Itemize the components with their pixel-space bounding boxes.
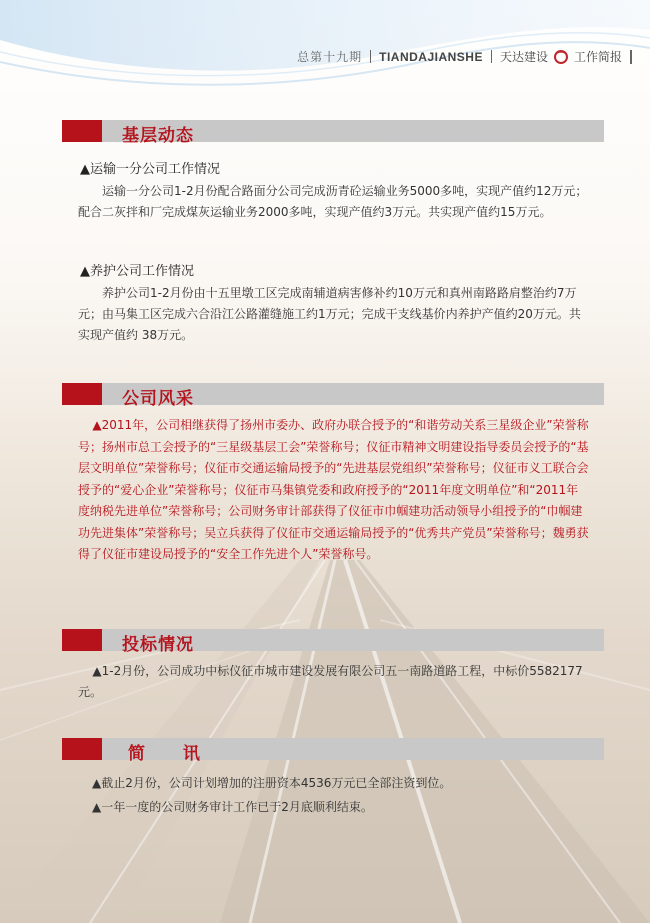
section-accent (62, 738, 102, 760)
page-header (297, 48, 632, 65)
section-header-bidding (62, 629, 604, 655)
section-header-grassroots (62, 120, 604, 146)
header-divider (630, 50, 632, 64)
paragraph: 养护公司1-2月份由十五里墩工区完成南辅道病害修补约10万元和真州南路路肩整治约7万元；由马集工区完成六合沿江公路灌缝施工约1万元；完成干支线基价内养护产值约20万元。共实现产值约 38万元。 (78, 286, 581, 342)
section-header-news (62, 738, 604, 764)
paragraph-bidding: ▲1-2月份，公司成功中标仪征市城市建设发展有限公司五一南路道路工程，中标价5582177元。 (78, 664, 583, 699)
issue-number: 总第十九期 (297, 50, 363, 64)
paragraph: 运输一分公司1-2月份配合路面分公司完成沥青砼运输业务5000多吨，实现产值约12万元；配合二灰拌和厂完成煤灰运输业务2000多吨，实现产值约3万元。共实现产值约15万元。 (78, 184, 588, 219)
section-header-style (62, 383, 604, 409)
news-item: ▲一年一度的公司财务审计工作已于2月底顺利结束。 (92, 800, 373, 814)
brand-name-en: TIANDAJIANSHE (379, 49, 483, 64)
header-divider (491, 50, 492, 63)
sub-heading: ▲养护公司工作情况 (80, 264, 194, 279)
newsletter-title: 工作简报 (573, 50, 622, 64)
paragraph-honors: ▲2011年，公司相继获得了扬州市委办、政府办联合授予的“和谐劳动关系三星级企业”荣誉称号；扬州市总工会授予的“三星级基层工会”荣誉称号；仪征市精神文明建设指导委员会授予的“基层文明单位”荣誉称号；仪征市交通运输局授予的“先进基层党组织”荣誉称号；仪征市义工联合会授予的“爱心企业”荣誉称号；仪征市马集镇党委和政府授予的“2011年度文明单位”和“2011年度纳税先进单位”荣誉称号；公司财务审计部获得了仪征市巾帼建功活动领导小组授予的“巾帼建功先进集体”荣誉称号；吴立兵获得了仪征市交通运输局授予的“优秀共产党员”荣誉称号；魏勇获得了仪征市建设局授予的“安全工作先进个人”荣誉称号。 (78, 418, 589, 561)
header-divider (370, 50, 371, 63)
brand-name-cn: 天达建设 (499, 50, 548, 64)
section-accent (62, 629, 102, 651)
section-title: 基层动态 (122, 126, 194, 146)
section-accent (62, 120, 102, 142)
section-accent (62, 383, 102, 405)
section-title: 投标情况 (122, 635, 194, 655)
sub-heading: ▲运输一分公司工作情况 (80, 162, 220, 177)
news-item: ▲截止2月份，公司计划增加的注册资本4536万元已全部注资到位。 (92, 776, 452, 790)
section-title: 公司风采 (122, 389, 194, 409)
company-logo-icon: ⌒ (554, 50, 568, 64)
section-title: 简 讯 (128, 744, 216, 764)
